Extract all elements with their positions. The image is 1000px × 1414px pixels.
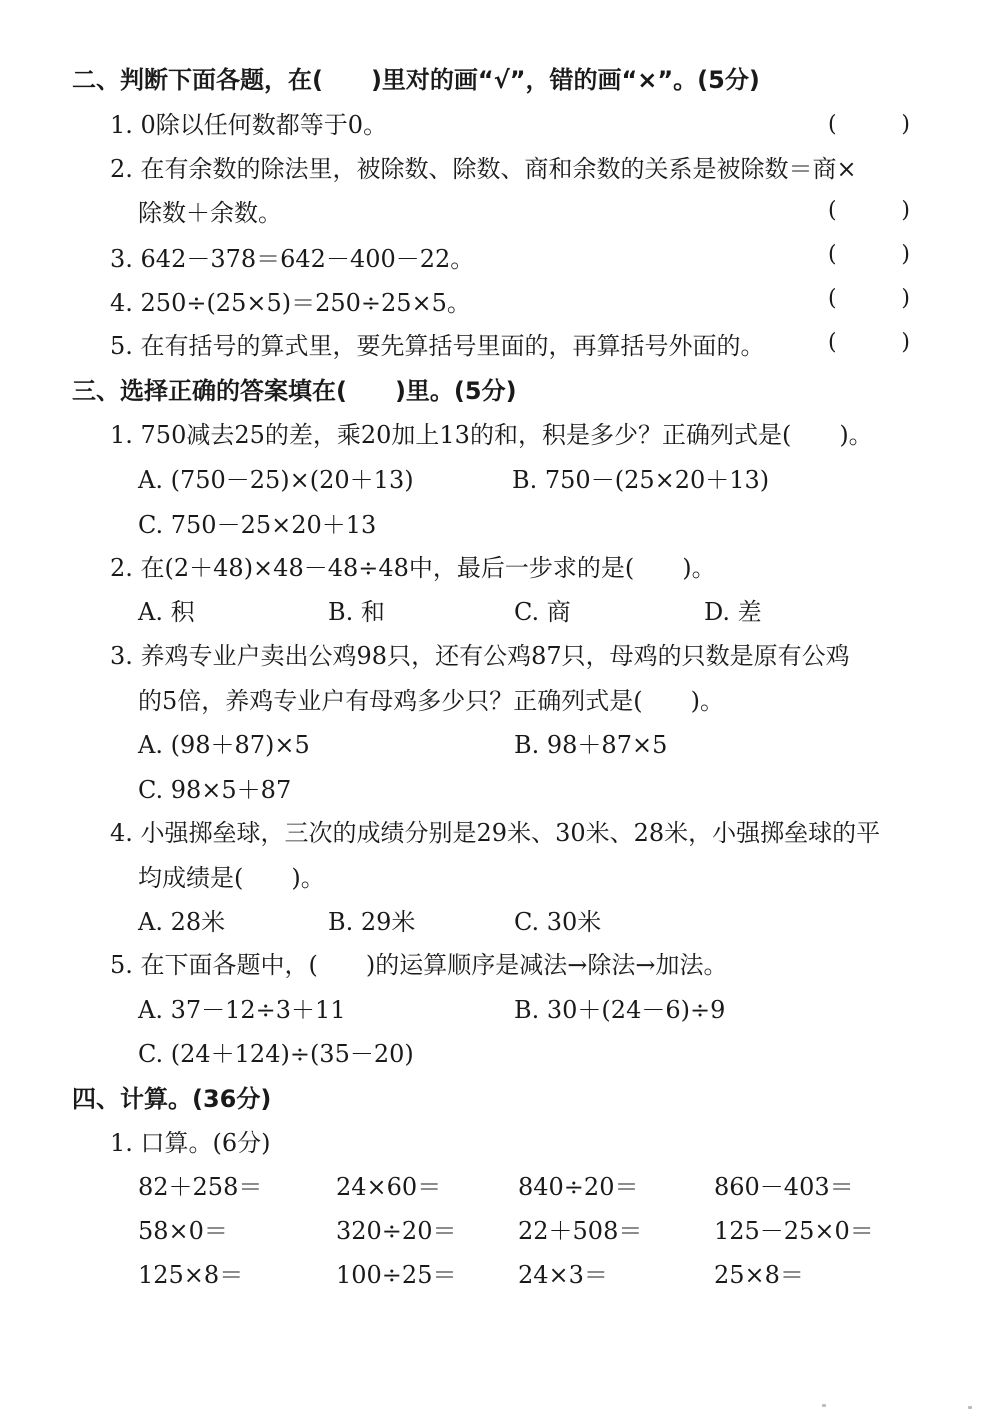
- answer-blank-judge-1[interactable]: [828, 110, 910, 140]
- paren-close: ): [901, 286, 910, 311]
- paren-close: ): [901, 112, 910, 137]
- choice-q1-option-a[interactable]: A. (750－25)×(20＋13): [138, 466, 414, 494]
- scan-artifact: [822, 1404, 826, 1407]
- choice-q5-option-b[interactable]: B. 30＋(24－6)÷9: [514, 996, 726, 1024]
- choice-q5-stem: 5. 在下面各题中，( )的运算顺序是减法→除法→加法。: [110, 951, 728, 979]
- paren-close: ): [901, 330, 910, 355]
- paren-open: (: [828, 242, 837, 267]
- choice-q1-stem: 1. 750减去25的差，乘20加上13的和，积是多少？正确列式是( )。: [110, 421, 873, 449]
- choice-q4-option-a[interactable]: A. 28米: [138, 908, 226, 936]
- judge-item-3: 3. 642－378＝642－400－22。: [110, 245, 475, 273]
- answer-blank-judge-5[interactable]: [828, 328, 910, 358]
- section-3-heading: 三、选择正确的答案填在( )里。(5分): [72, 377, 517, 405]
- choice-q3-stem-line2: 的5倍，养鸡专业户有母鸡多少只？正确列式是( )。: [138, 687, 724, 715]
- paren-close: ): [901, 198, 910, 223]
- oral-calc-item[interactable]: 320÷20＝: [336, 1217, 457, 1245]
- choice-q2-option-c[interactable]: C. 商: [514, 598, 571, 626]
- choice-q3-stem-line1: 3. 养鸡专业户卖出公鸡98只，还有公鸡87只，母鸡的只数是原有公鸡: [110, 642, 850, 670]
- choice-q5-option-a[interactable]: A. 37－12÷3＋11: [138, 996, 346, 1024]
- section-2-heading: 二、判断下面各题，在( )里对的画“√”，错的画“×”。(5分): [72, 66, 760, 94]
- oral-calc-item[interactable]: 22＋508＝: [518, 1217, 643, 1245]
- choice-q5-option-c[interactable]: C. (24＋124)÷(35－20): [138, 1040, 414, 1068]
- oral-calc-item[interactable]: 860－403＝: [714, 1173, 854, 1201]
- choice-q4-stem-line2: 均成绩是( )。: [138, 864, 325, 892]
- oral-calc-item[interactable]: 24×60＝: [336, 1173, 442, 1201]
- choice-q1-option-c[interactable]: C. 750－25×20＋13: [138, 511, 377, 539]
- judge-item-2: 2. 在有余数的除法里，被除数、除数、商和余数的关系是被除数＝商×: [110, 155, 857, 183]
- oral-calc-subheading: 1. 口算。(6分): [110, 1129, 271, 1157]
- choice-q3-option-b[interactable]: B. 98＋87×5: [514, 731, 668, 759]
- oral-calc-item[interactable]: 125×8＝: [138, 1261, 244, 1289]
- oral-calc-item[interactable]: 82＋258＝: [138, 1173, 263, 1201]
- judge-item-5: 5. 在有括号的算式里，要先算括号里面的，再算括号外面的。: [110, 332, 765, 360]
- judge-item-2-cont: 除数＋余数。: [138, 199, 282, 227]
- oral-calc-item[interactable]: 125－25×0＝: [714, 1217, 874, 1245]
- paren-open: (: [828, 330, 837, 355]
- oral-calc-item[interactable]: 100÷25＝: [336, 1261, 457, 1289]
- paren-open: (: [828, 286, 837, 311]
- answer-blank-judge-2[interactable]: [828, 196, 910, 226]
- answer-blank-judge-3[interactable]: [828, 240, 910, 270]
- choice-q2-stem: 2. 在(2＋48)×48－48÷48中，最后一步求的是( )。: [110, 554, 716, 582]
- judge-item-1: 1. 0除以任何数都等于0。: [110, 111, 388, 139]
- paren-close: ): [901, 242, 910, 267]
- judge-item-4: 4. 250÷(25×5)＝250÷25×5。: [110, 289, 471, 317]
- choice-q2-option-a[interactable]: A. 积: [138, 598, 195, 626]
- oral-calc-item[interactable]: 840÷20＝: [518, 1173, 639, 1201]
- oral-calc-item[interactable]: 58×0＝: [138, 1217, 228, 1245]
- section-4-heading: 四、计算。(36分): [72, 1085, 272, 1113]
- choice-q1-option-b[interactable]: B. 750－(25×20＋13): [512, 466, 770, 494]
- choice-q4-stem-line1: 4. 小强掷垒球，三次的成绩分别是29米、30米、28米，小强掷垒球的平: [110, 819, 881, 847]
- choice-q4-option-c[interactable]: C. 30米: [514, 908, 602, 936]
- answer-blank-judge-4[interactable]: [828, 284, 910, 314]
- choice-q2-option-d[interactable]: D. 差: [704, 598, 762, 626]
- oral-calc-item[interactable]: 24×3＝: [518, 1261, 608, 1289]
- choice-q2-option-b[interactable]: B. 和: [328, 598, 385, 626]
- choice-q4-option-b[interactable]: B. 29米: [328, 908, 416, 936]
- choice-q3-option-c[interactable]: C. 98×5＋87: [138, 776, 292, 804]
- oral-calc-item[interactable]: 25×8＝: [714, 1261, 804, 1289]
- scan-artifact: [968, 1406, 972, 1409]
- paren-open: (: [828, 112, 837, 137]
- paren-open: (: [828, 198, 837, 223]
- choice-q3-option-a[interactable]: A. (98＋87)×5: [138, 731, 310, 759]
